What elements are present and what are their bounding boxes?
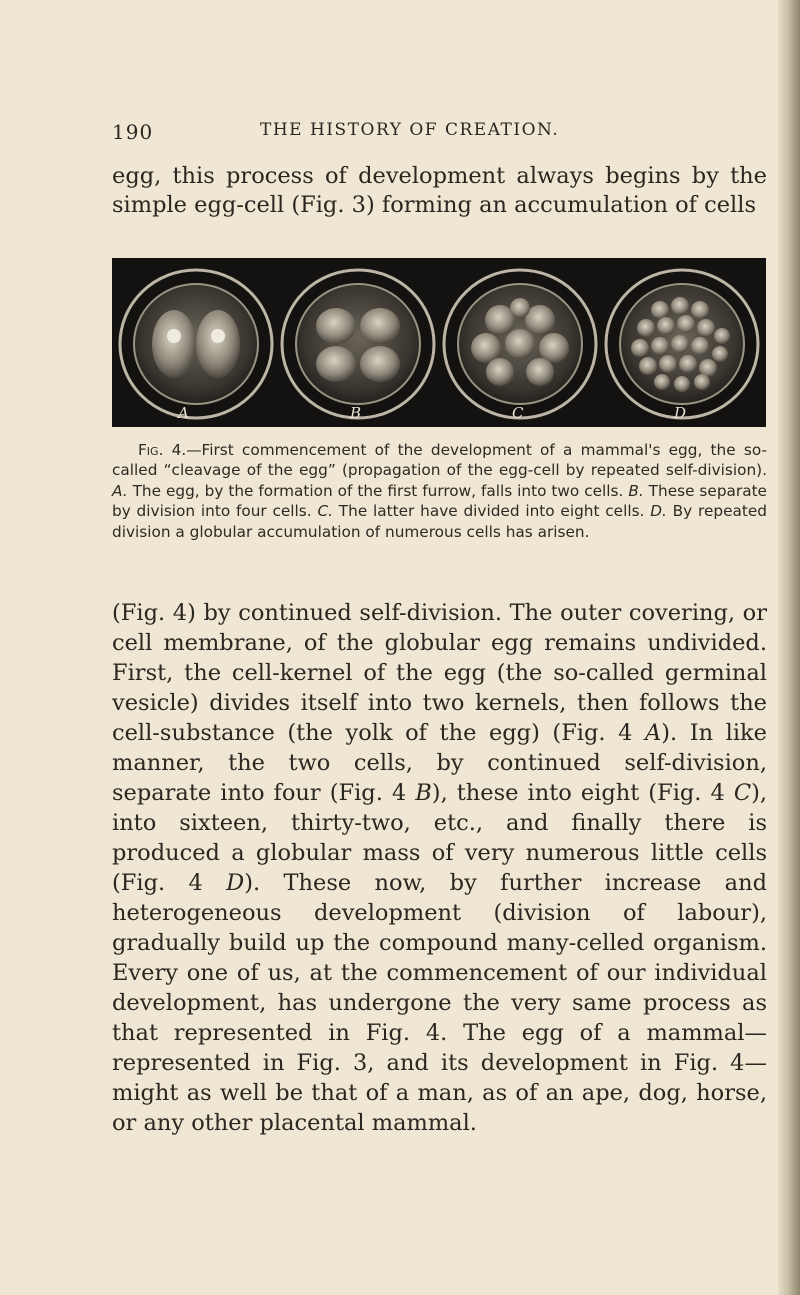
caption-text-b: These separate by division into four cells. (112, 481, 767, 521)
panel-label-a: A (178, 404, 189, 422)
caption-text-c: The latter have divided into eight cells. (338, 502, 645, 521)
paragraph-main (112, 598, 767, 1138)
figure-egg-cleavage (112, 258, 766, 427)
figure-caption (112, 440, 767, 542)
paragraph-continued: egg, this process of development always begins by the simple egg-cell (Fig. 3) forming an accumulation of cells (112, 163, 767, 218)
page-binding-edge (778, 0, 800, 1295)
panel-label-c: C (512, 404, 524, 422)
caption-label-c: C. (317, 502, 333, 521)
caption-text-a: The egg, by the formation of the first furrow, falls into two cells. (132, 481, 624, 500)
paragraph-main-s1: (Fig. 4) by continued self-division. The outer covering, or cell membrane, of the globular egg remains undivided. First, the cell-kernel of the egg (the so-called germinal vesicle) divides itself into two kernels, then follows the cell-substance (the yolk of the egg) (Fig. 4 (112, 600, 767, 746)
egg-panel-a (120, 270, 272, 422)
egg-cleavage-illustration (112, 258, 766, 427)
caption-label-d: D. (650, 502, 667, 521)
egg-panel-d (606, 270, 758, 422)
panel-label-d: D (674, 404, 687, 422)
page-header (112, 120, 752, 150)
fig-ref-a: A (644, 720, 662, 746)
caption-label-a: A. (112, 481, 128, 500)
paragraph-main-s3: ), these into eight (Fig. 4 (431, 780, 734, 806)
panel-label-b: B (350, 404, 362, 422)
egg-panel-b (282, 270, 434, 422)
running-title: THE HISTORY OF CREATION. (260, 120, 560, 140)
paragraph-main-s5: ). These now, by further increase and heterogeneous development (division of labour), gradually build up the compound many-celled organism. Every one of us, at the commencement of our individual development, has undergone the very same process as that represented in Fig. 4. The egg of a mammal—represented in Fig. 3, and its development in Fig. 4—might as well be that of a man, as of an ape, dog, horse, or any other placental mammal. (112, 870, 767, 1136)
caption-text-d: By repeated division a globular accumulation of numerous cells has arisen. (112, 502, 767, 541)
fig-ref-d: D (226, 870, 245, 896)
fig-ref-b: B (415, 780, 432, 806)
caption-intro: —First commencement of the development of a mammal's egg, the so-called “cleavage of the egg” (propagation of the egg-cell by repeated self-division). (112, 441, 767, 480)
page-number: 190 (112, 120, 154, 144)
egg-panel-c (444, 270, 596, 422)
caption-label-b: B. (628, 481, 644, 500)
paragraph-main-s2: ). In like manner, the two cells, by continued self-division, separate into four (Fig. 4 (112, 720, 767, 806)
paragraph-main-s4: ), into sixteen, thirty-two, etc., and finally there is produced a globular mass of very numerous little cells (Fig. 4 (112, 780, 767, 896)
fig-ref-c: C (733, 780, 752, 806)
caption-fig-label: Fig. 4. (138, 441, 187, 459)
